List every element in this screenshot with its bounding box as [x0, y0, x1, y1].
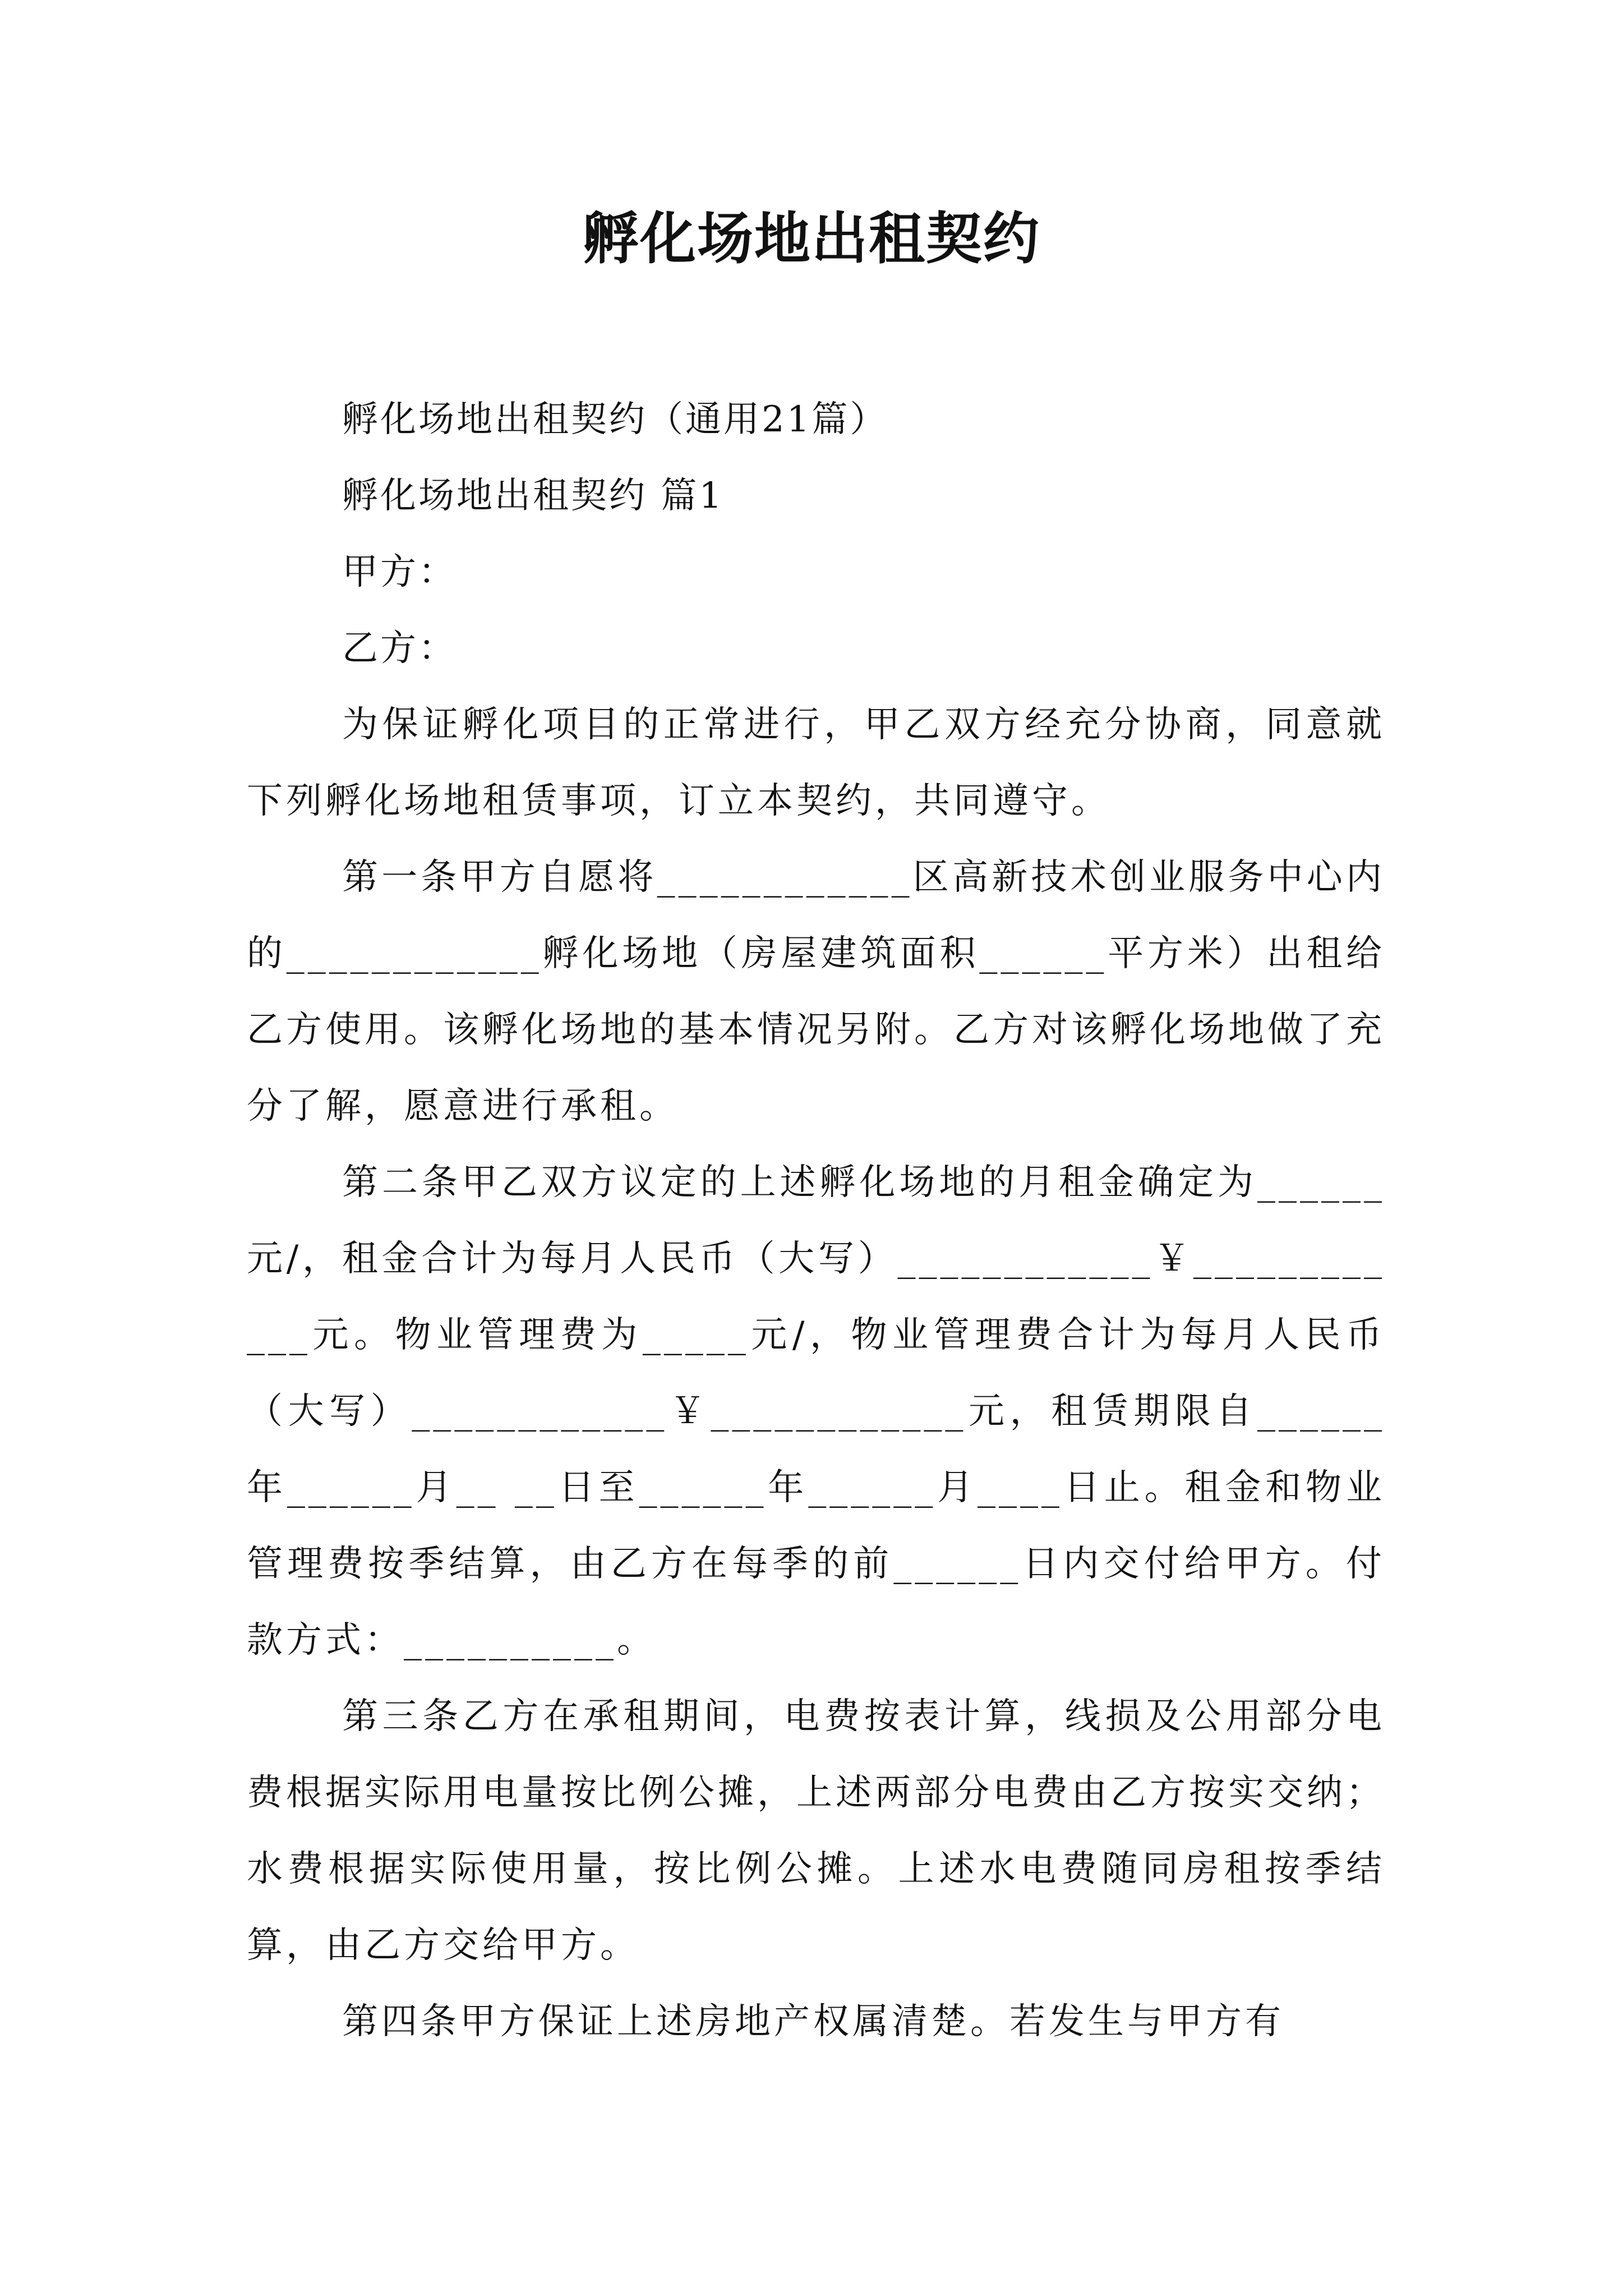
- paragraph-article-2: 第二条甲乙双方议定的上述孵化场地的月租金确定为______元/，租金合计为每月人民币（大写）____________￥____________元。物业管理费为_____元/，物业管理费合计为每月人民币（大写）____________￥____________元，租赁期限自______年______月__ __日至______年______月____日止。租金和物业管理费按季结算，由乙方在每季的前______日内交付给甲方。付款方式：__________。: [247, 1162, 1385, 1661]
- document-body: [247, 381, 1385, 2060]
- paragraph-section-heading: 孵化场地出租契约 篇1: [342, 475, 725, 517]
- paragraph-article-3: 第三条乙方在承租期间，电费按表计算，线损及公用部分电费根据实际用电量按比例公摊，上述两部分电费由乙方按实交纳；水费根据实际使用量，按比例公摊。上述水电费随同房租按季结算，由乙方交给甲方。: [247, 1696, 1385, 1966]
- paragraph-article-4: 第四条甲方保证上述房地产权属清楚。若发生与甲方有: [342, 2001, 1284, 2042]
- paragraph-article-1: 第一条甲方自愿将____________区高新技术创业服务中心内的____________孵化场地（房屋建筑面积______平方米）出租给乙方使用。该孵化场地的基本情况另附。乙方对该孵化场地做了充分了解，愿意进行承租。: [247, 857, 1385, 1127]
- paragraph-subtitle: 孵化场地出租契约（通用21篇）: [342, 399, 888, 440]
- paragraph-preamble: 为保证孵化项目的正常进行，甲乙双方经充分协商，同意就下列孵化场地租赁事项，订立本契约，共同遵守。: [247, 704, 1385, 822]
- paragraph-party-b: 乙方：: [342, 628, 457, 669]
- paragraph-party-a: 甲方：: [342, 551, 457, 593]
- document-title: 孵化场地出租契约: [583, 205, 1040, 272]
